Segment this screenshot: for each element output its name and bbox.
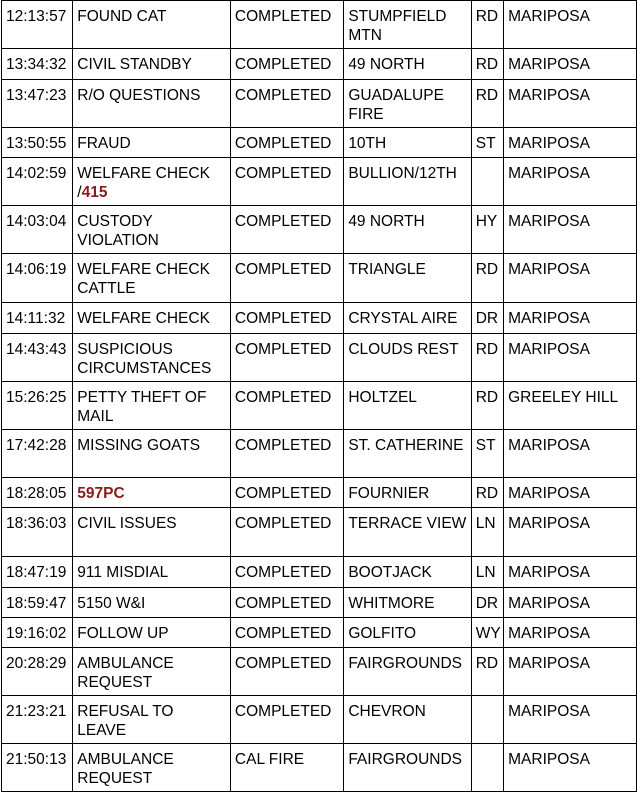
call-status-cell: COMPLETED <box>230 80 343 128</box>
call-type-cell <box>73 254 231 303</box>
street-cell: FAIRGROUNDS <box>344 648 471 696</box>
call-type-text: FOUND CAT <box>77 8 167 25</box>
call-time-cell: 21:50:13 <box>2 744 73 792</box>
call-type-text: AMBULANCE REQUEST <box>77 655 174 691</box>
call-type-text: MISSING GOATS <box>77 437 201 454</box>
call-type-cell <box>73 206 231 254</box>
city-cell: MARIPOSA <box>504 49 637 80</box>
call-status-cell: COMPLETED <box>230 49 343 80</box>
table-row <box>2 478 637 508</box>
street-suffix-cell: LN <box>471 557 503 588</box>
street-cell: WHITMORE <box>344 588 471 618</box>
street-suffix-cell <box>471 744 503 792</box>
city-cell: MARIPOSA <box>504 1 637 49</box>
table-row <box>2 508 637 557</box>
city-cell: MARIPOSA <box>504 696 637 744</box>
call-status-cell: COMPLETED <box>230 1 343 49</box>
table-row <box>2 648 637 696</box>
street-cell: 49 NORTH <box>344 206 471 254</box>
call-status-cell: COMPLETED <box>230 206 343 254</box>
call-type-text: WELFARE CHECK CATTLE <box>77 261 210 297</box>
call-code-highlight: 597PC <box>77 485 125 502</box>
street-cell: FOURNIER <box>344 478 471 508</box>
call-status-cell: COMPLETED <box>230 254 343 303</box>
call-time-cell: 14:02:59 <box>2 158 73 206</box>
street-cell: BULLION/12TH <box>344 158 471 206</box>
call-log-table <box>1 0 637 792</box>
call-time-cell: 15:26:25 <box>2 382 73 430</box>
city-cell: GREELEY HILL <box>504 382 637 430</box>
call-status-cell: CAL FIRE <box>230 744 343 792</box>
call-type-text: CUSTODY VIOLATION <box>77 213 159 249</box>
call-type-cell <box>73 588 231 618</box>
table-row <box>2 1 637 49</box>
table-row <box>2 206 637 254</box>
street-suffix-cell: RD <box>471 648 503 696</box>
street-cell: HOLTZEL <box>344 382 471 430</box>
table-row <box>2 254 637 303</box>
call-type-text: PETTY THEFT OF MAIL <box>77 389 207 425</box>
call-type-cell <box>73 618 231 648</box>
street-suffix-cell: WY <box>471 618 503 648</box>
city-cell: MARIPOSA <box>504 254 637 303</box>
call-status-cell: COMPLETED <box>230 557 343 588</box>
street-cell: ST. CATHERINE <box>344 430 471 478</box>
street-cell: TRIANGLE <box>344 254 471 303</box>
table-row <box>2 158 637 206</box>
call-log-body <box>2 1 637 792</box>
street-cell: CHEVRON <box>344 696 471 744</box>
call-time-cell: 19:16:02 <box>2 618 73 648</box>
city-cell: MARIPOSA <box>504 80 637 128</box>
street-suffix-cell: RD <box>471 478 503 508</box>
call-type-text: FOLLOW UP <box>77 625 169 642</box>
call-status-cell: COMPLETED <box>230 478 343 508</box>
call-type-cell <box>73 334 231 382</box>
call-status-cell: COMPLETED <box>230 158 343 206</box>
call-type-text: R/O QUESTIONS <box>77 87 201 104</box>
table-row <box>2 430 637 478</box>
call-time-cell: 18:47:19 <box>2 557 73 588</box>
street-cell: 49 NORTH <box>344 49 471 80</box>
call-type-cell <box>73 430 231 478</box>
table-row <box>2 557 637 588</box>
table-row <box>2 128 637 158</box>
call-type-cell <box>73 303 231 334</box>
call-type-text: WELFARE CHECK / <box>77 165 210 201</box>
call-type-cell <box>73 557 231 588</box>
call-status-cell: COMPLETED <box>230 382 343 430</box>
street-suffix-cell: RD <box>471 49 503 80</box>
call-status-cell: COMPLETED <box>230 334 343 382</box>
city-cell: MARIPOSA <box>504 588 637 618</box>
street-cell: STUMPFIELD MTN <box>344 1 471 49</box>
street-suffix-cell: RD <box>471 334 503 382</box>
street-cell: CLOUDS REST <box>344 334 471 382</box>
city-cell: MARIPOSA <box>504 334 637 382</box>
table-row <box>2 744 637 792</box>
city-cell: MARIPOSA <box>504 478 637 508</box>
table-row <box>2 588 637 618</box>
street-cell: BOOTJACK <box>344 557 471 588</box>
call-type-text: CIVIL STANDBY <box>77 56 192 73</box>
call-status-cell: COMPLETED <box>230 696 343 744</box>
table-row <box>2 80 637 128</box>
call-time-cell: 13:34:32 <box>2 49 73 80</box>
call-type-cell <box>73 1 231 49</box>
street-suffix-cell: DR <box>471 588 503 618</box>
call-time-cell: 12:13:57 <box>2 1 73 49</box>
call-type-text: FRAUD <box>77 135 131 152</box>
call-type-text: SUSPICIOUS CIRCUMSTANCES <box>77 341 212 377</box>
city-cell: MARIPOSA <box>504 128 637 158</box>
street-suffix-cell: ST <box>471 430 503 478</box>
call-status-cell: COMPLETED <box>230 618 343 648</box>
call-type-cell <box>73 49 231 80</box>
call-status-cell: COMPLETED <box>230 648 343 696</box>
call-time-cell: 13:50:55 <box>2 128 73 158</box>
call-time-cell: 17:42:28 <box>2 430 73 478</box>
city-cell: MARIPOSA <box>504 648 637 696</box>
call-time-cell: 14:11:32 <box>2 303 73 334</box>
call-type-cell <box>73 508 231 557</box>
city-cell: MARIPOSA <box>504 557 637 588</box>
table-row <box>2 618 637 648</box>
city-cell: MARIPOSA <box>504 303 637 334</box>
street-cell: GOLFITO <box>344 618 471 648</box>
street-cell: 10TH <box>344 128 471 158</box>
call-type-text: AMBULANCE REQUEST <box>77 751 174 787</box>
call-time-cell: 21:23:21 <box>2 696 73 744</box>
street-suffix-cell: HY <box>471 206 503 254</box>
call-type-cell <box>73 80 231 128</box>
call-type-text: CIVIL ISSUES <box>77 515 177 532</box>
call-type-cell <box>73 382 231 430</box>
street-suffix-cell <box>471 158 503 206</box>
call-time-cell: 14:06:19 <box>2 254 73 303</box>
street-suffix-cell: RD <box>471 1 503 49</box>
call-status-cell: COMPLETED <box>230 128 343 158</box>
call-status-cell: COMPLETED <box>230 430 343 478</box>
call-type-text: REFUSAL TO LEAVE <box>77 703 174 739</box>
city-cell: MARIPOSA <box>504 158 637 206</box>
city-cell: MARIPOSA <box>504 618 637 648</box>
table-row <box>2 334 637 382</box>
call-time-cell: 13:47:23 <box>2 80 73 128</box>
call-type-cell <box>73 744 231 792</box>
street-cell: TERRACE VIEW <box>344 508 471 557</box>
city-cell: MARIPOSA <box>504 744 637 792</box>
table-row <box>2 49 637 80</box>
call-time-cell: 18:28:05 <box>2 478 73 508</box>
street-cell: GUADALUPE FIRE <box>344 80 471 128</box>
street-cell: FAIRGROUNDS <box>344 744 471 792</box>
call-status-cell: COMPLETED <box>230 303 343 334</box>
street-suffix-cell: RD <box>471 80 503 128</box>
city-cell: MARIPOSA <box>504 206 637 254</box>
call-time-cell: 14:43:43 <box>2 334 73 382</box>
street-suffix-cell: DR <box>471 303 503 334</box>
call-time-cell: 14:03:04 <box>2 206 73 254</box>
call-type-text: 5150 W&I <box>77 595 146 612</box>
street-suffix-cell: RD <box>471 254 503 303</box>
call-time-cell: 18:59:47 <box>2 588 73 618</box>
table-row <box>2 696 637 744</box>
street-cell: CRYSTAL AIRE <box>344 303 471 334</box>
street-suffix-cell: LN <box>471 508 503 557</box>
city-cell: MARIPOSA <box>504 508 637 557</box>
call-status-cell: COMPLETED <box>230 508 343 557</box>
table-row <box>2 303 637 334</box>
city-cell: MARIPOSA <box>504 430 637 478</box>
street-suffix-cell <box>471 696 503 744</box>
street-suffix-cell: ST <box>471 128 503 158</box>
call-type-cell <box>73 648 231 696</box>
call-code-highlight: 415 <box>81 184 108 201</box>
call-type-cell <box>73 478 231 508</box>
call-time-cell: 18:36:03 <box>2 508 73 557</box>
table-row <box>2 382 637 430</box>
call-type-cell <box>73 128 231 158</box>
call-type-cell <box>73 158 231 206</box>
call-time-cell: 20:28:29 <box>2 648 73 696</box>
street-suffix-cell: RD <box>471 382 503 430</box>
call-type-cell <box>73 696 231 744</box>
call-type-text: 911 MISDIAL <box>77 564 169 581</box>
call-status-cell: COMPLETED <box>230 588 343 618</box>
call-type-text: WELFARE CHECK <box>77 310 210 327</box>
